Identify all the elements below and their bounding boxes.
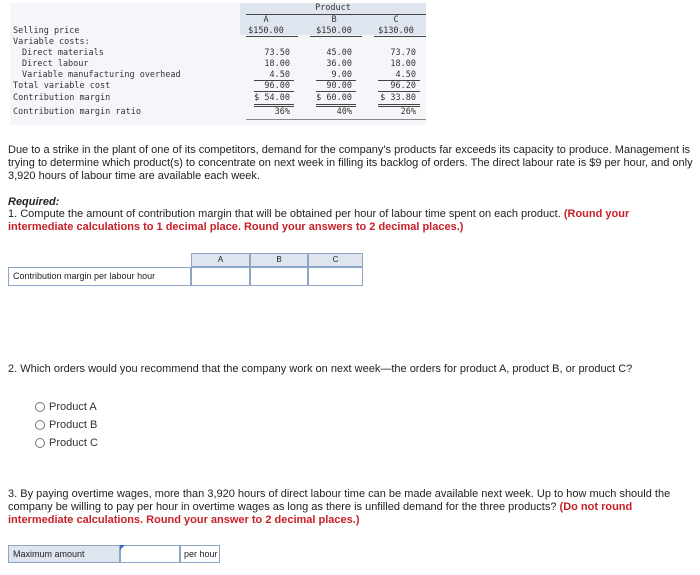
option-label: Product A bbox=[49, 401, 97, 413]
direct-labour-b: 36.00 bbox=[326, 59, 352, 69]
row-label-direct-materials: Direct materials bbox=[22, 48, 104, 58]
contribution-margin-c: $ 33.80 bbox=[380, 93, 416, 103]
variable-overhead-a: 4.50 bbox=[269, 70, 290, 80]
total-variable-cost-a: 96.00 bbox=[264, 81, 290, 91]
maximum-amount-input[interactable] bbox=[120, 545, 180, 563]
question-3-text: 3. By paying overtime wages, more than 3,920 hours of direct labour time can be made available next week. Up to how much should the company be willing to pay per hour in overtime wages as long as there is unfilled demand for the three products? bbox=[8, 488, 671, 513]
selling-price-a: $150.00 bbox=[248, 26, 284, 36]
row-label-direct-labour: Direct labour bbox=[22, 59, 89, 69]
column-header-a: A bbox=[263, 15, 269, 25]
question-1-rounding-note: (Round your intermediate calculations to 1 decimal place. Round your answers to 2 decimal places.) bbox=[8, 208, 630, 233]
product-group-header: Product bbox=[315, 3, 351, 13]
problem-intro: Due to a strike in the plant of one of its competitors, demand for the company's products far exceeds its capacity to produce. Management is trying to determine which product(s) to concentrate on next week in filling its backlog of orders. The direct labour rate is $9 per hour, and only 3,920 hours of labour time are available each week. bbox=[8, 144, 693, 182]
grid-row-label: Contribution margin per labour hour bbox=[8, 267, 191, 286]
row-label-contribution-margin: Contribution margin bbox=[13, 93, 111, 103]
question-1 bbox=[8, 208, 694, 234]
radio-icon[interactable] bbox=[35, 420, 45, 430]
direct-materials-a: 73.50 bbox=[264, 48, 290, 58]
question-1-text: 1. Compute the amount of contribution margin that will be obtained per hour of labour time spent on each product. bbox=[8, 208, 561, 220]
column-header-c: C bbox=[393, 15, 399, 25]
question-3 bbox=[8, 488, 694, 527]
question-2: 2. Which orders would you recommend that the company work on next week—the orders for product A, product B, or product C? bbox=[8, 363, 633, 375]
variable-overhead-c: 4.50 bbox=[395, 70, 416, 80]
maximum-amount-label: Maximum amount bbox=[8, 545, 120, 563]
option-product-a[interactable] bbox=[35, 400, 97, 414]
option-label: Product C bbox=[49, 437, 98, 449]
selling-price-c: $130.00 bbox=[378, 26, 414, 36]
question-3-rounding-note: (Do not round intermediate calculations. Round your answer to 2 decimal places.) bbox=[8, 501, 633, 526]
row-label-variable-overhead: Variable manufacturing overhead bbox=[22, 70, 181, 80]
row-label-contribution-margin-ratio: Contribution margin ratio bbox=[13, 107, 141, 117]
row-label-variable-costs: Variable costs: bbox=[13, 37, 90, 47]
selling-price-b: $150.00 bbox=[316, 26, 352, 36]
per-hour-unit: per hour bbox=[180, 545, 220, 563]
contribution-margin-ratio-c: 26% bbox=[400, 107, 416, 117]
contribution-margin-ratio-a: 36% bbox=[274, 107, 290, 117]
direct-materials-c: 73.70 bbox=[390, 48, 416, 58]
option-product-b[interactable] bbox=[35, 418, 97, 432]
variable-overhead-b: 9.00 bbox=[331, 70, 352, 80]
grid-header-b: B bbox=[250, 253, 308, 267]
option-label: Product B bbox=[49, 419, 98, 431]
row-label-selling-price: Selling price bbox=[13, 26, 80, 36]
total-variable-cost-c: 96.20 bbox=[390, 81, 416, 91]
grid-header-c: C bbox=[308, 253, 363, 267]
answer-input-a[interactable] bbox=[191, 267, 250, 286]
radio-icon[interactable] bbox=[35, 438, 45, 448]
column-header-b: B bbox=[331, 15, 337, 25]
direct-materials-b: 45.00 bbox=[326, 48, 352, 58]
contribution-margin-b: $ 60.00 bbox=[316, 93, 352, 103]
row-label-total-variable-cost: Total variable cost bbox=[13, 81, 111, 91]
option-product-c[interactable] bbox=[35, 436, 98, 450]
answer-input-c[interactable] bbox=[308, 267, 363, 286]
direct-labour-a: 18.00 bbox=[264, 59, 290, 69]
direct-labour-c: 18.00 bbox=[390, 59, 416, 69]
total-variable-cost-b: 90.00 bbox=[326, 81, 352, 91]
contribution-margin-a: $ 54.00 bbox=[254, 93, 290, 103]
answer-input-b[interactable] bbox=[250, 267, 308, 286]
cost-table bbox=[10, 3, 426, 125]
radio-icon[interactable] bbox=[35, 402, 45, 412]
grid-header-a: A bbox=[191, 253, 250, 267]
contribution-margin-ratio-b: 40% bbox=[336, 107, 352, 117]
required-heading: Required: bbox=[8, 196, 60, 208]
